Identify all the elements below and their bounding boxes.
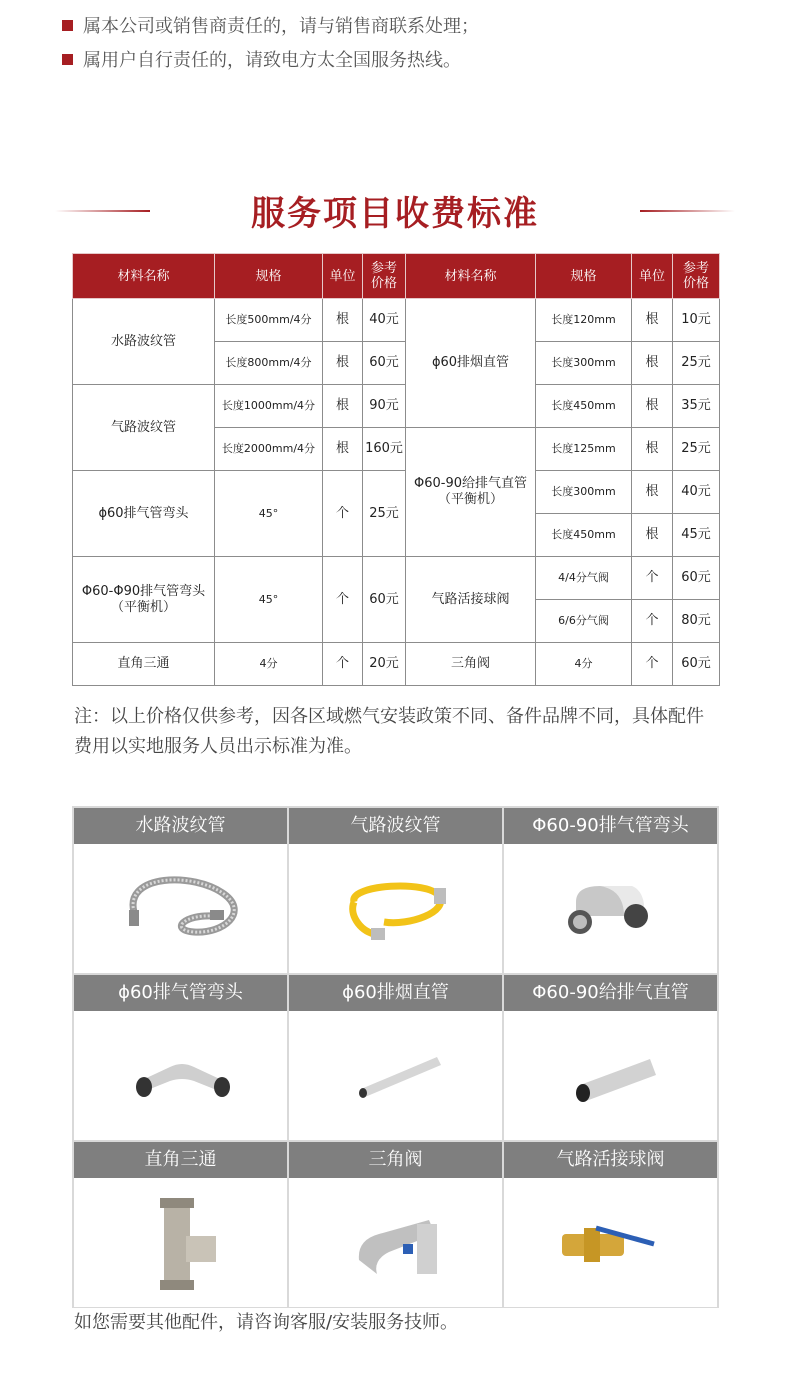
- price-cell: 20元: [363, 643, 406, 686]
- price-cell: 60元: [363, 557, 406, 643]
- gallery-caption: ϕ60排烟直管: [289, 975, 502, 1011]
- small-elbow-icon: [74, 1011, 287, 1140]
- price-cell: 45元: [673, 514, 720, 557]
- price-cell: 10元: [673, 299, 720, 342]
- gallery-item: [289, 808, 502, 973]
- gallery-caption: Φ60-90排气管弯头: [504, 808, 717, 844]
- price-note: 注：以上价格仅供参考，因各区域燃气安装政策不同、备件品牌不同，具体配件费用以实地服务人员出示标准为准。: [74, 706, 704, 757]
- unit-cell: 个: [323, 557, 363, 643]
- thin-straight-pipe-icon: [289, 1011, 502, 1140]
- spec-cell: 长度120mm: [536, 299, 632, 342]
- unit-cell: 个: [632, 600, 673, 643]
- tee-fitting-icon: [74, 1178, 287, 1307]
- material-name-cell: 三角阀: [406, 643, 536, 686]
- thick-straight-pipe-icon: [504, 1011, 717, 1140]
- header-cell: 单位: [632, 254, 673, 299]
- spec-cell: 长度500mm/4分: [215, 299, 323, 342]
- unit-cell: 根: [632, 471, 673, 514]
- header-cell: 规格: [215, 254, 323, 299]
- price-cell: 160元: [363, 428, 406, 471]
- price-cell: 60元: [363, 342, 406, 385]
- material-name-cell: [406, 428, 536, 557]
- gallery-item: [74, 808, 287, 973]
- gallery-caption: Φ60-90给排气直管: [504, 975, 717, 1011]
- header-cell: 参考价格: [673, 254, 720, 299]
- spec-cell: 45°: [215, 557, 323, 643]
- spec-cell: 长度450mm: [536, 385, 632, 428]
- material-name-cell: 水路波纹管: [73, 299, 215, 385]
- large-elbow-icon: [504, 844, 717, 973]
- bullet-text: 属本公司或销售商责任的，请与销售商联系处理；: [83, 16, 479, 37]
- spec-cell: 长度2000mm/4分: [215, 428, 323, 471]
- price-cell: 25元: [673, 342, 720, 385]
- material-name-cell: 直角三通: [73, 643, 215, 686]
- ball-valve-icon: [504, 1178, 717, 1307]
- header-cell: 材料名称: [73, 254, 215, 299]
- title-divider-right: [640, 210, 735, 212]
- material-name-cell: 气路波纹管: [73, 385, 215, 471]
- bullet-item: [62, 42, 479, 76]
- header-cell: 参考价格: [363, 254, 406, 299]
- material-name-cell: ϕ60排烟直管: [406, 299, 536, 428]
- parts-gallery: [72, 806, 719, 1308]
- section-title: [0, 186, 790, 236]
- unit-cell: 根: [632, 385, 673, 428]
- table-row: [73, 557, 720, 600]
- spec-cell: 6/6分气阀: [536, 600, 632, 643]
- unit-cell: 根: [323, 385, 363, 428]
- table-row: [73, 471, 720, 514]
- unit-cell: 个: [632, 643, 673, 686]
- spec-cell: 45°: [215, 471, 323, 557]
- header-cell: 材料名称: [406, 254, 536, 299]
- spec-cell: 长度125mm: [536, 428, 632, 471]
- price-cell: 90元: [363, 385, 406, 428]
- angle-valve-icon: [289, 1178, 502, 1307]
- table-row: [73, 385, 720, 428]
- unit-cell: 个: [632, 557, 673, 600]
- table-row: [73, 299, 720, 342]
- gallery-caption: 直角三通: [74, 1142, 287, 1178]
- unit-cell: 个: [323, 471, 363, 557]
- header-cell: 单位: [323, 254, 363, 299]
- square-bullet-icon: [62, 54, 73, 65]
- spec-cell: 4分: [536, 643, 632, 686]
- header-cell: 规格: [536, 254, 632, 299]
- material-name-text: Φ60-Φ90排气管弯头（平衡机）: [81, 583, 206, 615]
- price-cell: 25元: [363, 471, 406, 557]
- price-cell: 40元: [363, 299, 406, 342]
- gallery-item: [289, 1142, 502, 1307]
- footer-note: 如您需要其他配件，请咨询客服/安装服务技师。: [74, 1312, 459, 1333]
- unit-cell: 根: [632, 342, 673, 385]
- table-header-row: [73, 254, 720, 299]
- gallery-caption: 水路波纹管: [74, 808, 287, 844]
- gallery-caption: 三角阀: [289, 1142, 502, 1178]
- gallery-caption: 气路波纹管: [289, 808, 502, 844]
- yellow-gas-hose-icon: [289, 844, 502, 973]
- section-title-text: 服务项目收费标准: [251, 194, 539, 234]
- unit-cell: 根: [632, 299, 673, 342]
- material-name-cell: ϕ60排气管弯头: [73, 471, 215, 557]
- spec-cell: 4分: [215, 643, 323, 686]
- gallery-item: [74, 975, 287, 1140]
- spec-cell: 长度300mm: [536, 471, 632, 514]
- bullet-list: [62, 8, 479, 76]
- unit-cell: 根: [323, 428, 363, 471]
- spec-cell: 长度300mm: [536, 342, 632, 385]
- price-cell: 60元: [673, 557, 720, 600]
- unit-cell: 根: [632, 514, 673, 557]
- spec-cell: 长度1000mm/4分: [215, 385, 323, 428]
- unit-cell: 根: [323, 342, 363, 385]
- bullet-text: 属用户自行责任的，请致电方太全国服务热线。: [83, 50, 461, 71]
- gallery-item: [289, 975, 502, 1140]
- gallery-item: [504, 1142, 717, 1307]
- spec-cell: 4/4分气阀: [536, 557, 632, 600]
- gallery-item: [504, 808, 717, 973]
- gallery-item: [74, 1142, 287, 1307]
- gallery-caption: ϕ60排气管弯头: [74, 975, 287, 1011]
- spec-cell: 长度800mm/4分: [215, 342, 323, 385]
- braided-hose-icon: [74, 844, 287, 973]
- spec-cell: 长度450mm: [536, 514, 632, 557]
- price-cell: 35元: [673, 385, 720, 428]
- unit-cell: 根: [632, 428, 673, 471]
- price-cell: 25元: [673, 428, 720, 471]
- material-name-cell: 气路活接球阀: [406, 557, 536, 643]
- gallery-caption: 气路活接球阀: [504, 1142, 717, 1178]
- bullet-item: [62, 8, 479, 42]
- price-cell: 60元: [673, 643, 720, 686]
- material-name-text: Φ60-90给排气直管（平衡机）: [413, 476, 527, 507]
- price-cell: 40元: [673, 471, 720, 514]
- unit-cell: 根: [323, 299, 363, 342]
- price-cell: 80元: [673, 600, 720, 643]
- material-name-cell: [73, 557, 215, 643]
- table-row: [73, 643, 720, 686]
- gallery-item: [504, 975, 717, 1140]
- unit-cell: 个: [323, 643, 363, 686]
- square-bullet-icon: [62, 20, 73, 31]
- fee-table: [72, 253, 720, 686]
